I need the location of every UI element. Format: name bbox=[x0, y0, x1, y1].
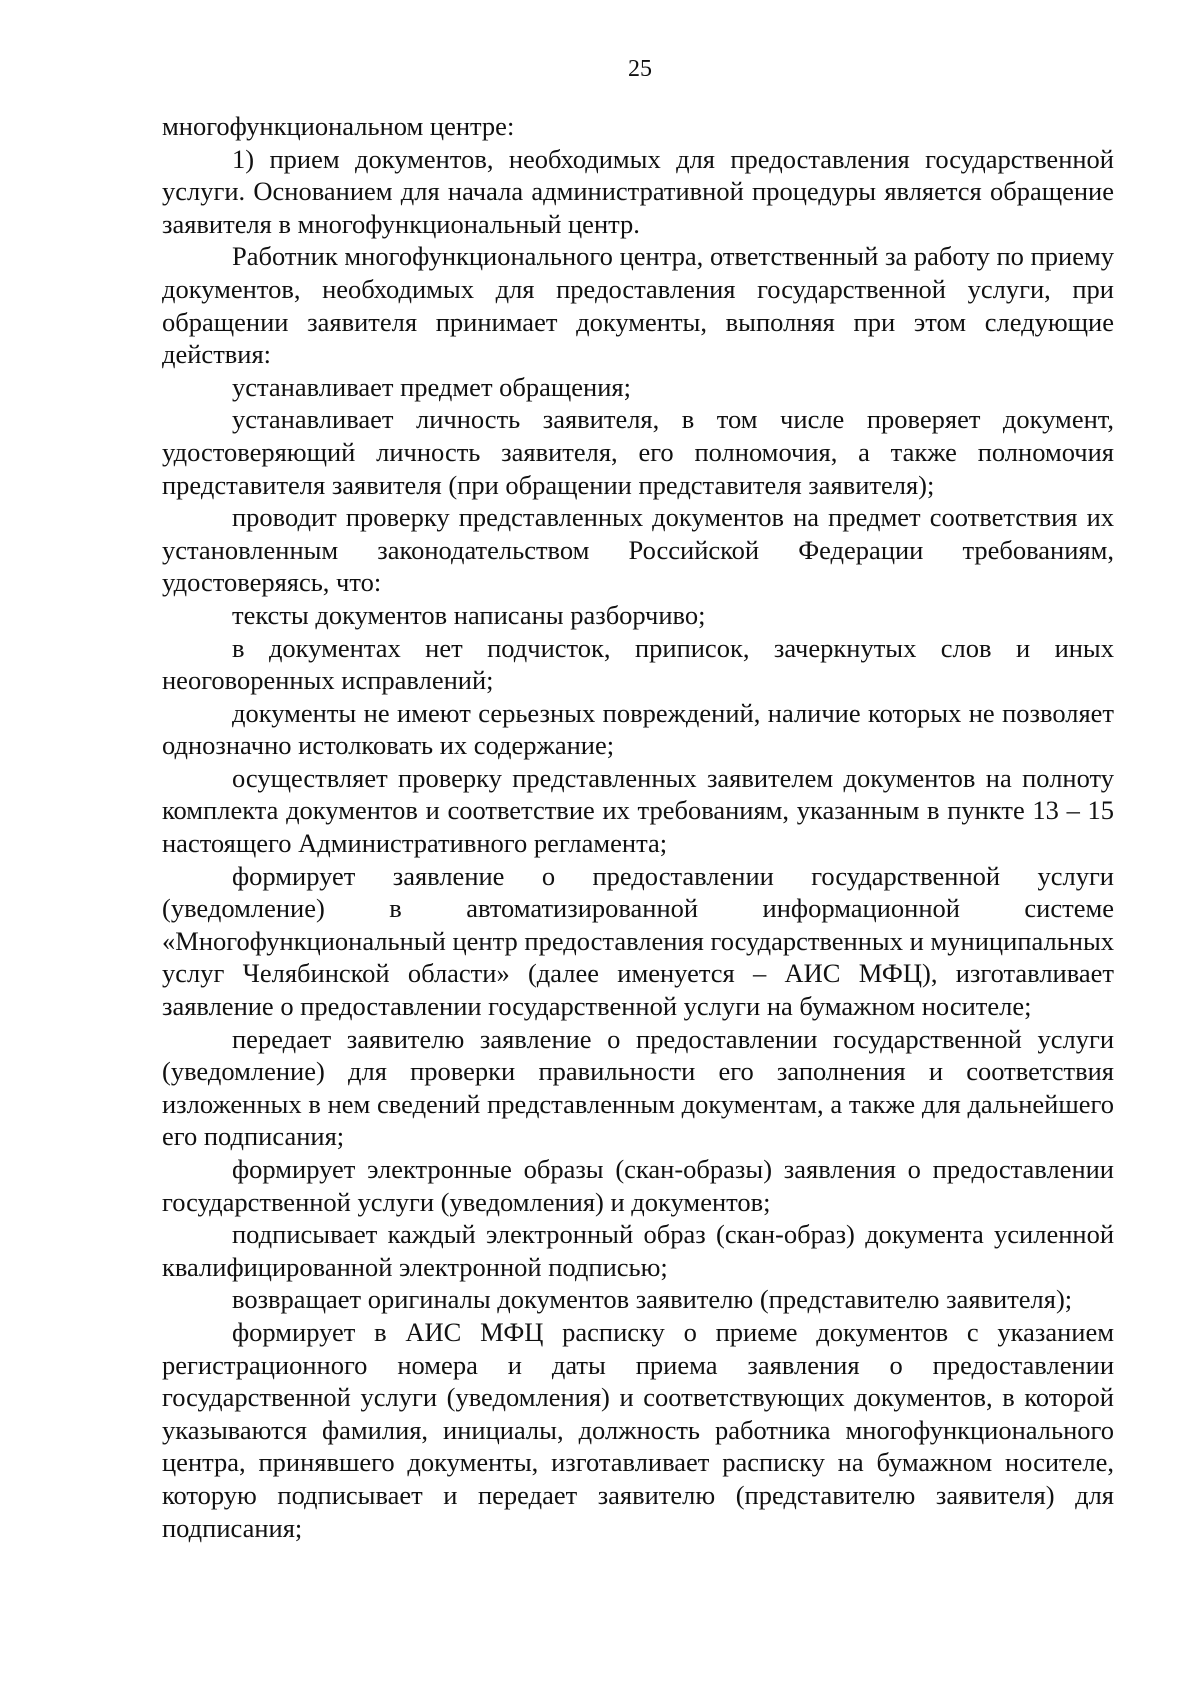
paragraph-hand-over: передает заявителю заявление о предоставлении государственной услуги (уведомление) для проверки правильности его заполнения и соответствия изложенных в нем сведений представленным документам, а также для дальнейшего его подписания; bbox=[162, 1023, 1114, 1152]
paragraph-return-originals: возвращает оригиналы документов заявителю (представителю заявителя); bbox=[232, 1284, 1073, 1315]
paragraph-subject: устанавливает предмет обращения; bbox=[232, 371, 631, 402]
paragraph-no-corrections: в документах нет подчисток, приписок, зачеркнутых слов и иных неоговоренных исправлений; bbox=[162, 632, 1114, 696]
paragraph-no-damage: документы не имеют серьезных повреждений, наличие которых не позволяет однозначно истолковать их содержание; bbox=[162, 697, 1114, 761]
paragraph-completeness: осуществляет проверку представленных заявителем документов на полноту комплекта документов и соответствие их требованиям, указанным в пункте 13 – 15 настоящего Административного регламента; bbox=[162, 762, 1114, 859]
paragraph-scan: формирует электронные образы (скан-образы) заявления о предоставлении государственной услуги (уведомления) и документов; bbox=[162, 1154, 1114, 1217]
paragraph-receipt: формирует в АИС МФЦ расписку о приеме документов с указанием регистрационного номера и даты приема заявления о предоставлении государственной услуги (уведомления) и соответствующих документов, в которой указываются фамилия, инициалы, должность работника многофункционального центра, принявшего документы, изготавливает расписку на бумажном носителе, которую подписывает и передает заявителю (представителю заявителя) для подписания; bbox=[162, 1316, 1114, 1543]
paragraph-employee-actions: Работник многофункционального центра, ответственный за работу по приему документов, необходимых для предоставления государственной услуги, при обращении заявителя принимает документы, выполняя при этом следующие действия: bbox=[162, 241, 1114, 370]
paragraph-sign: подписывает каждый электронный образ (скан-образ) документа усиленной квалифицированной электронной подписью; bbox=[162, 1219, 1114, 1282]
paragraph-form-application: формирует заявление о предоставлении государственной услуги (уведомление) в автоматизированной информационной системе «Многофункциональный центр предоставления государственных и муниципальных услуг Челябинской области» (далее именуется – АИС МФЦ), изготавливает заявление о предоставлении государственной услуги на бумажном носителе; bbox=[162, 860, 1114, 1022]
paragraph-legible: тексты документов написаны разборчиво; bbox=[232, 599, 706, 630]
document-body bbox=[162, 110, 1114, 1544]
page-number: 25 bbox=[628, 56, 652, 82]
paragraph-continuation: многофункциональном центре: bbox=[162, 111, 515, 141]
paragraph-item-1: 1) прием документов, необходимых для предоставления государственной услуги. Основанием для начала административной процедуры является обращение заявителя в многофункциональный центр. bbox=[162, 143, 1114, 239]
paragraph-document-check: проводит проверку представленных документов на предмет соответствия их установленным законодательством Российской Федерации требованиям, удостоверяясь, что: bbox=[162, 502, 1114, 598]
paragraph-identity: устанавливает личность заявителя, в том числе проверяет документ, удостоверяющий личность заявителя, его полномочия, а также полномочия представителя заявителя (при обращении представителя заявителя); bbox=[162, 404, 1114, 500]
